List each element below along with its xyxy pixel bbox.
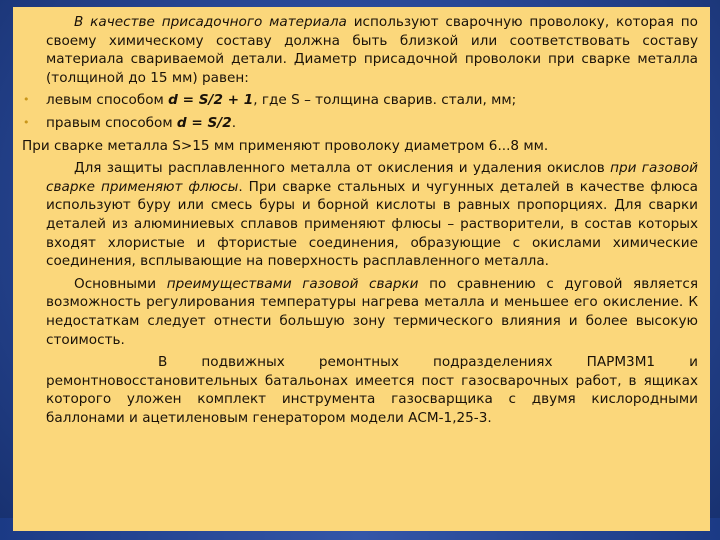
paragraph-filler-material (22, 13, 698, 87)
paragraph-thick-metal: При сварке металла S>15 мм применяют проволоку диаметром 6...8 мм. (22, 137, 549, 154)
bullet-dot-icon: • (23, 115, 30, 129)
slide-content (13, 7, 710, 531)
bullet-left-method: • левым способом d = S/2 + 1, где S – толщина сварив. стали, мм; (23, 92, 517, 109)
paragraph-advantages: Основными преимуществами газовой сварки по сравнению с дуговой является возможность регулирования температуры нагрева металла и меньшее его окисление. К недостаткам следует отнести большую зону термического влияния и более высокую стоимость. (46, 275, 699, 348)
paragraph-mobile-units: В подвижных ремонтных подразделениях ПАРМ3М1 и ремонтновосстановительных батальонах имеется пост газосварочных работ, в ящиках которого уложен комплект инструмента газосварщика с двумя кислородными баллонами и ацетиленовым генератором модели АСМ-1,25-3. (46, 354, 698, 426)
text-filler-material: используют сварочную проволоку, которая по своему химическому составу должна быть близкой или соответствовать составу материала свариваемой детали. Диаметр присадочной проволоки при сварке металла (толщиной до 15 мм) равен: (46, 14, 698, 86)
emphasis-filler-material: В качестве присадочного материала (74, 14, 347, 30)
bullet-right-method: • правым способом d = S/2. (23, 114, 237, 131)
formula-right: d = S/2 (176, 114, 232, 131)
paragraph-fluxes: Для защиты расплавленного металла от окисления и удаления окислов при газовой сварке применяют флюсы. При сварке стальных и чугунных деталей в качестве флюса используют буру или смесь буры и борной кислоты в равных пропорциях. Для сварки деталей из алюминиевых сплавов применяют флюсы – растворители, в состав которых входят хлористые и фтористые соединения, образующие с окислами химические соединения, всплывающие на поверхность расплавленного металла. (46, 160, 698, 270)
formula-left: d = S/2 + 1 (168, 92, 254, 109)
emphasis-fluxes: при газовой сварке применяют флюсы (46, 160, 698, 195)
emphasis-advantages: преимуществами газовой сварки (166, 275, 419, 292)
bullet-dot-icon: • (23, 93, 30, 107)
